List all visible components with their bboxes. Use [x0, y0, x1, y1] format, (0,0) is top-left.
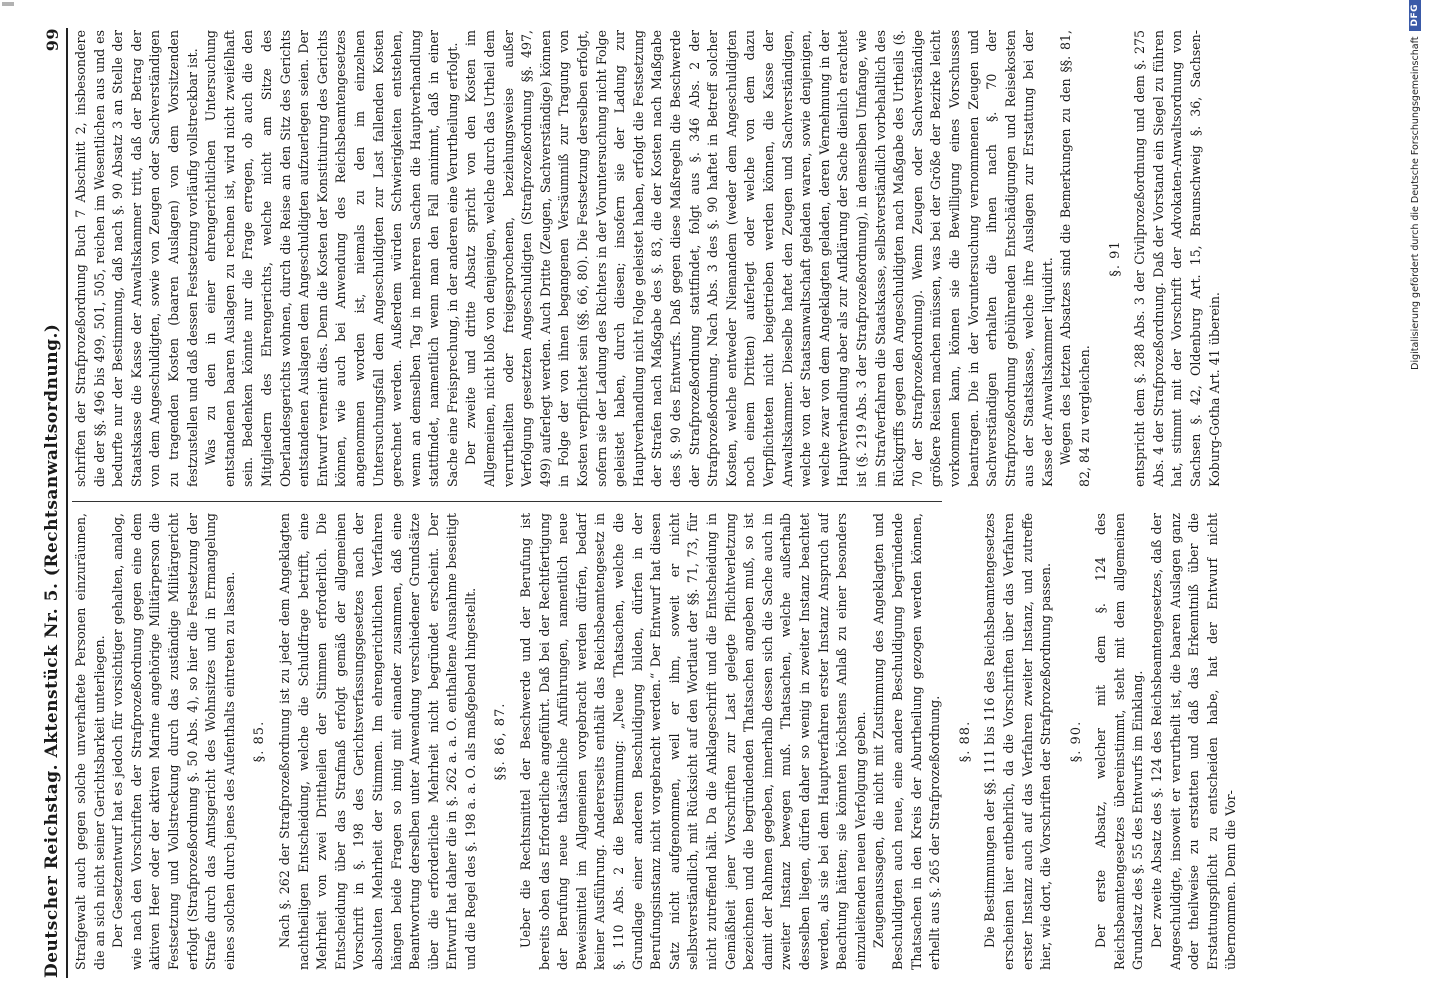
paragraph: Nach §. 262 der Strafprozeßordnung ist zu jeder dem Angeklagten nachtheiligen Entscheidung, welche die Schuldfrage betrifft, eine Mehrheit von zwei Drittheilen der Stimmen erforderlich. Die Entscheidung über das Strafmaß erfolgt gemäß der allgemeinen Vorschrift in §. 198 des Gerichtsverfassungsgesetzes nach der absoluten Mehrheit der Stimmen. Im ehrengerichtlichen Verfahren hängen beide Fragen so innig mit einander zusammen, daß eine Beantwortung derselben unter Anwendung verschiedener Grundsätze über die erforderliche Mehrheit nicht begründet erscheint. Der Entwurf hat daher die in §. 262 a. a. O. enthaltene Ausnahme beseitigt und die Regel des §. 198 a. a. O. als maßgebend hingestellt. [276, 513, 478, 970]
running-header [22, 28, 68, 978]
page-number: 99 [43, 28, 62, 52]
paragraph: schriften der Strafprozeßordnung Buch 7 Abschnitt 2, insbesondere die der §§. 496 bis 499, 501, 505, reichen im Wesentlichen aus und es bedurfte nur der Bestimmung, daß nach §. 90 Absatz 3 an Stelle der Staatskasse die Kasse der Anwaltskammer tritt, daß der Betrag der von dem Angeschuldigten, sowie von Zeugen oder Sachverständigen zu tragenden Kosten (baaren Auslagen) von dem Vorsitzenden festzustellen und daß dessen Festsetzung vorläufig vollstreckbar ist. [73, 30, 200, 487]
paragraph: Zeugenaussagen, die nicht mit Zustimmung des Angeklagten und Beschuldigten auch neue, eine andere Beschuldigung begründende Thatsachen in den Kreis der Aburtheilung gezogen werden können, erhellt aus §. 265 der Strafprozeßordnung. [871, 513, 943, 970]
left-column [72, 513, 1302, 970]
header-title: Deutscher Reichstag. Aktenstück Nr. 5. (Rechtsanwaltsordnung.) [42, 323, 62, 978]
section-heading: §. 91 [1107, 240, 1123, 277]
digitization-note: Digitalisierung gefördert durch die Deutsche Forschungsgemeinschaft [1409, 36, 1421, 370]
scan-mark [2, 2, 14, 6]
paragraph: Der Gesetzentwurf hat es jedoch für vorsichtiger gehalten, analog, wie nach den Vorschriften der Strafprozeßordnung gegen eine dem aktiven Heer oder der aktiven Marine angehörige Militärperson die Festsetzung und Vollstreckung durch das zuständige Militärgericht erfolgt (Strafprozeßordnung §. 50 Abs. 4), so hier die Festsetzung der Strafe durch das Amtsgericht des Wohnsitzes und in Ermangelung eines solchen durch jenes des Aufenthalts eintreten zu lassen. [110, 513, 237, 970]
dfg-logo-icon: DFG [1409, 0, 1421, 31]
paragraph: entspricht dem §. 288 Abs. 3 der Civilprozeßordnung und dem §. 275 Abs. 4 der Strafprozeßordnung. Daß der Vorstand ein Siegel zu führen hat, stimmt mit der Vorschrift der Advokaten-Anwaltsordnung von Sachsen §. 42, Oldenburg Art. 15, Braunschweig §. 36, Sachsen-Koburg-Gotha Art. 41 überein. [1132, 30, 1222, 487]
right-column [72, 30, 1302, 487]
paragraph: Strafgewalt auch gegen solche unverhaftete Personen einzuräumen, die an sich nicht seiner Gerichtsbarkeit unterliegen. [73, 513, 107, 970]
section-heading: §§. 86, 87. [493, 702, 509, 781]
paragraph: Der zweite und dritte Absatz spricht von den Kosten im Allgemeinen, nicht bloß von denjenigen, welche durch das Urtheil dem verurtheilten oder freigesprochenen, beziehungsweise außer Verfolgung gesetzten Angeschuldigten (Strafprozeßordnung §§. 497, 499) auferlegt werden. Auch Dritte (Zeugen, Sachverständige) können in Folge der von ihnen begangenen Versäumniß zur Tragung von Kosten verpflichtet sein (§§. 66, 80). Die Festsetzung derselben erfolgt, sofern sie der Ladung des Richters in der Voruntersuchung nicht Folge geleistet haben, durch diesen; insofern sie der Ladung zur Hauptverhandlung nicht Folge geleistet haben, erfolgt die Festsetzung der Strafen nach Maßgabe des §. 83, die der Kosten nach Maßgabe des §. 90 des Entwurfs. Daß gegen diese Maßregeln die Beschwerde der Strafprozeßordnung stattfindet, folgt aus §. 346 Abs. 2 der Strafprozeßordnung. Nach Abs. 3 des §. 90 haftet in Betreff solcher Kosten, welche entweder Niemandem (weder dem Angeschuldigten noch einem Dritten) auferlegt oder welche von dem dazu Verpflichteten nicht beigetrieben werden können, die Kasse der Anwaltskammer. Dieselbe haftet den Zeugen und Sachverständigen, welche von der Staatsanwaltschaft geladen waren, sowie denjenigen, welche zwar von dem Angeklagten geladen, deren Vernehmung in der Hauptverhandlung aber als zur Aufklärung der Sache dienlich erachtet ist (§. 219 Abs. 3 der Strafprozeßordnung), in demselben Umfange, wie im Strafverfahren die Staatskasse, selbstverständlich vorbehaltlich des Rückgriffs gegen den Angeschuldigten nach Maßgabe des Urtheils (§. 70 der Strafprozeßordnung). Wenn Zeugen oder Sachverständige größere Reisen machen müssen, was bei der Größe der Bezirke leicht vorkommen kann, können sie die Bewilligung eines Vorschusses beantragen. Die in der Voruntersuchung vernommenen Zeugen und Sachverständigen erhalten die ihnen nach §. 70 der Strafprozeßordnung gebührenden Entschädigungen und Reisekosten aus der Staatskasse, welche ihre Auslagen zur Erstattung bei der Kasse der Anwaltskammer liquidirt. [463, 30, 1055, 487]
section-heading: §. 88. [957, 720, 973, 763]
paragraph: Der erste Absatz, welcher mit dem §. 124 des Reichsbeamtengesetzes übereinstimmt, steht mit dem allgemeinen Grundsatz des §. 55 des Entwurfs im Einklang. [1093, 513, 1146, 970]
section-heading: §. 90. [1068, 720, 1084, 763]
paragraph: Was zu den in einer ehrengerichtlichen Untersuchung entstandenen baaren Auslagen zu rechnen ist, wird nicht zweifelhaft sein. Bedenken könnte nur die Frage erregen, ob auch die den Mitgliedern des Ehrengerichts, welche nicht am Sitze des Oberlandesgerichts wohnen, durch die Reise an den Sitz des Gerichts entstandenen Auslagen dem Angeschuldigten aufzuerlegen seien. Der Entwurf verneint dies. Denn die Kosten der Konstituirung des Gerichts können, wie auch bei Anwendung des Reichsbeamtengesetzes angenommen worden ist, niemals zu den im einzelnen Untersuchungsfall dem Angeschuldigten zur Last fallenden Kosten gerechnet werden. Außerdem würden Schwierigkeiten entstehen, wenn an demselben Tag in mehreren Sachen die Hauptverhandlung stattfindet, namentlich wenn man den Fall annimmt, daß in einer Sache eine Freisprechung, in der anderen eine Verurtheilung erfolgt. [203, 30, 460, 487]
paragraph: Der zweite Absatz des §. 124 des Reichsbeamtengesetzes, daß der Angeschuldigte, insoweit er verurtheilt ist, die baaren Auslagen ganz oder theilweise zu erstatten und daß das Erkenntniß über die Erstattungspflicht zu entscheiden habe, hat der Entwurf nicht übernommen. Denn die Vor- [1149, 513, 1239, 970]
section-heading: §. 85. [252, 720, 268, 763]
paragraph: Die Bestimmungen der §§. 111 bis 116 des Reichsbeamtengesetzes erscheinen hier entbehrlich, da die Vorschriften über das Verfahren erster Instanz auch auf das Verfahren zweiter Instanz, und zutreffe hier, wie dort, die Vorschriften der Strafprozeßordnung passen. [982, 513, 1054, 970]
paragraph: Ueber die Rechtsmittel der Beschwerde und der Berufung ist bereits oben das Erforderliche angeführt. Daß bei der Rechtfertigung der Berufung neue thatsächliche Anführungen, namentlich neue Beweismittel im Allgemeinen vorgebracht werden dürfen, bedarf keiner Ausführung. Andererseits enthält das Reichsbeamtengesetz in §. 110 Abs. 2 die Bestimmung: „Neue Thatsachen, welche die Grundlage einer anderen Beschuldigung bilden, dürfen in der Berufungsinstanz nicht vorgebracht werden.“ Der Entwurf hat diesen Satz nicht aufgenommen, weil er ihm, soweit er nicht selbstverständlich, mit Rücksicht auf den Wortlaut der §§. 71, 73, für nicht zutreffend hält. Da die Anklageschrift und die Entscheidung in Gemäßheit jener Vorschriften zur Last gelegte Pflichtverletzung bezeichnen und die begründenden Thatsachen angeben muß, so ist damit der Rahmen gegeben, innerhalb dessen sich die Sache auch in zweiter Instanz bewegen muß. Thatsachen, welche außerhalb desselben liegen, dürfen daher so wenig in zweiter Instanz beachtet werden, als sie bei dem Hauptverfahren erster Instanz Anspruch auf Beachtung hätten; sie könnten höchstens Anlaß zu einer besonders einzuleitenden neuen Verfolgung geben. [518, 513, 868, 970]
digitization-footer [1400, 0, 1430, 1000]
paragraph: Wegen des letzten Absatzes sind die Bemerkungen zu den §§. 81, 82, 84 zu vergleichen. [1058, 30, 1093, 487]
text-columns [72, 30, 1302, 970]
